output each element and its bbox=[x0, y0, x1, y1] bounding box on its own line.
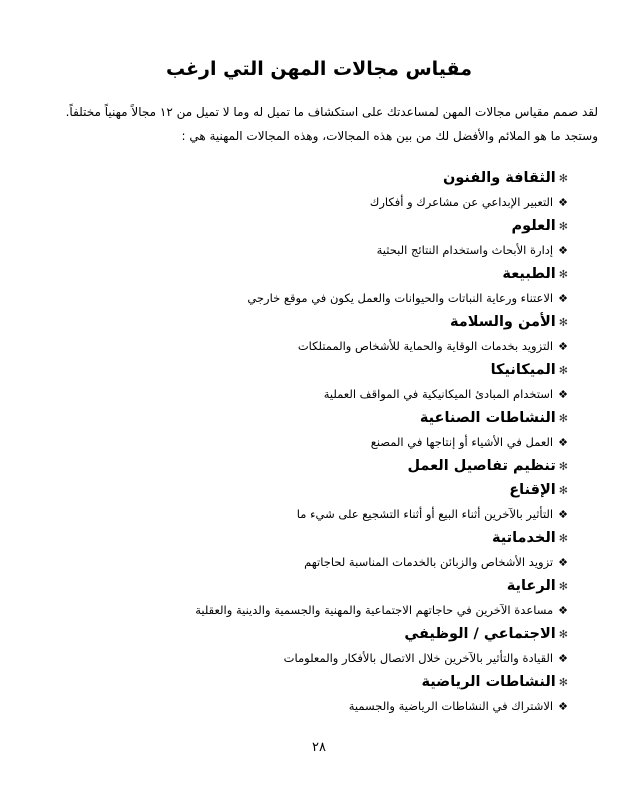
section-culture-arts bbox=[48, 166, 568, 214]
asterisk-bullet-icon: ✻ bbox=[558, 579, 568, 593]
diamond-bullet-icon: ❖ bbox=[558, 507, 568, 521]
diamond-bullet-icon: ❖ bbox=[558, 699, 568, 713]
section-persuasion bbox=[48, 478, 568, 526]
section-industrial bbox=[48, 406, 568, 454]
section-sports bbox=[48, 670, 568, 718]
section-item: تزويد الأشخاص والزبائن بالخدمات المناسبة لحاجاتهم bbox=[304, 555, 554, 569]
asterisk-bullet-icon: ✻ bbox=[558, 267, 568, 281]
section-heading: الخدماتية bbox=[491, 530, 556, 546]
section-heading: تنظيم تفاصيل العمل bbox=[407, 458, 556, 474]
section-social-occupational bbox=[48, 622, 568, 670]
section-sciences bbox=[48, 214, 568, 262]
diamond-bullet-icon: ❖ bbox=[558, 435, 568, 449]
section-item: الاشتراك في النشاطات الرياضية والجسمية bbox=[348, 699, 554, 713]
section-item: التعبير الإبداعي عن مشاعرك و أفكارك bbox=[369, 195, 554, 209]
asterisk-bullet-icon: ✻ bbox=[558, 219, 568, 233]
section-nature bbox=[48, 262, 568, 310]
section-heading: الميكانيكا bbox=[490, 362, 556, 378]
section-heading: الرعاية bbox=[506, 578, 556, 594]
section-item: استخدام المبادئ الميكانيكية في المواقف العملية bbox=[323, 387, 554, 401]
asterisk-bullet-icon: ✻ bbox=[558, 171, 568, 185]
section-heading: النشاطات الرياضية bbox=[421, 674, 556, 690]
section-item: إدارة الأبحاث واستخدام النتائج البحثية bbox=[376, 243, 554, 257]
section-heading: الاجتماعي / الوظيفي bbox=[404, 626, 556, 642]
section-heading: النشاطات الصناعية bbox=[419, 410, 556, 426]
asterisk-bullet-icon: ✻ bbox=[558, 627, 568, 641]
section-heading: الثقافة والفنون bbox=[442, 170, 556, 186]
section-heading: الأمن والسلامة bbox=[449, 314, 556, 330]
asterisk-bullet-icon: ✻ bbox=[558, 483, 568, 497]
section-item: القيادة والتأثير بالآخرين خلال الاتصال بالأفكار والمعلومات bbox=[283, 651, 554, 665]
section-care bbox=[48, 574, 568, 622]
section-services bbox=[48, 526, 568, 574]
section-work-details bbox=[48, 454, 568, 478]
section-heading: الطبيعة bbox=[502, 266, 556, 282]
section-heading: الإقناع bbox=[509, 482, 556, 498]
section-item: الاعتناء ورعاية النباتات والحيوانات والعمل يكون في موقع خارجي bbox=[247, 291, 554, 305]
section-item: العمل في الأشياء أو إنتاجها في المصنع bbox=[370, 435, 554, 449]
career-fields-list bbox=[48, 166, 568, 718]
section-item: مساعدة الآخرين في حاجاتهم الاجتماعية والمهنية والجسمية والدينية والعقلية bbox=[195, 603, 554, 617]
section-mechanics bbox=[48, 358, 568, 406]
asterisk-bullet-icon: ✻ bbox=[558, 459, 568, 473]
diamond-bullet-icon: ❖ bbox=[558, 387, 568, 401]
section-item: التزويد بخدمات الوقاية والحماية للأشخاص والممتلكات bbox=[297, 339, 554, 353]
asterisk-bullet-icon: ✻ bbox=[558, 675, 568, 689]
page-number: ٢٨ bbox=[312, 740, 326, 755]
section-item: التأثير بالآخرين أثناء البيع أو أثناء التشجيع على شيء ما bbox=[296, 507, 554, 521]
diamond-bullet-icon: ❖ bbox=[558, 555, 568, 569]
intro-paragraph bbox=[28, 100, 598, 148]
diamond-bullet-icon: ❖ bbox=[558, 195, 568, 209]
asterisk-bullet-icon: ✻ bbox=[558, 315, 568, 329]
asterisk-bullet-icon: ✻ bbox=[558, 411, 568, 425]
asterisk-bullet-icon: ✻ bbox=[558, 363, 568, 377]
diamond-bullet-icon: ❖ bbox=[558, 603, 568, 617]
diamond-bullet-icon: ❖ bbox=[558, 243, 568, 257]
page-title: مقياس مجالات المهن التي ارغب bbox=[165, 58, 473, 80]
diamond-bullet-icon: ❖ bbox=[558, 291, 568, 305]
diamond-bullet-icon: ❖ bbox=[558, 651, 568, 665]
intro-line-2: وستجد ما هو الملائم والأفضل لك من بين هذه المجالات، وهذه المجالات المهنية هي : bbox=[181, 129, 598, 143]
asterisk-bullet-icon: ✻ bbox=[558, 531, 568, 545]
intro-line-1: لقد صمم مقياس مجالات المهن لمساعدتك على استكشاف ما تميل له وما لا تميل من ١٢ مجالاً مهنياً مختلفاً. bbox=[65, 105, 598, 119]
diamond-bullet-icon: ❖ bbox=[558, 339, 568, 353]
section-security-safety bbox=[48, 310, 568, 358]
section-heading: العلوم bbox=[511, 218, 556, 234]
